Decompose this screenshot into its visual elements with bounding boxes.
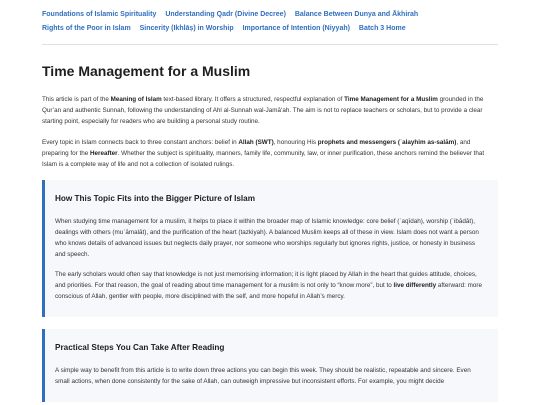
bigger-picture-card	[42, 180, 498, 317]
nav-link-intention[interactable]: Importance of Intention (Niyyah)	[242, 25, 350, 32]
nav-link-foundations[interactable]: Foundations of Islamic Spirituality	[42, 11, 157, 18]
bigger-picture-paragraph-1: When studying time management for a muslim, it helps to place it within the broader map of Islamic knowledge: core belief (ʿaqīdah), worship (ʿibādāt), dealings with others (muʿāmalāt), and the purification of the heart (tazkiyah). A balanced Muslim keeps all of these in view. Islam does not want a person who knows details of advanced issues but neglects daily prayer, nor someone who worships regularly but ignores rights, justice, or honesty in business and speech.	[55, 218, 479, 258]
card-text: afterward: more conscious of Allah, gentler with people, more disciplined with the self, and more hopeful in Allah’s mercy.	[55, 282, 482, 300]
anchors-text: . Whether the subject is spirituality, manners, family life, community, law, or inner purification, these anchors remind the believer that Islam is a complete way of life and not a collection of isolated rulings.	[42, 150, 485, 168]
page-title: Time Management for a Muslim	[42, 63, 251, 79]
anchors-bold-hereafter: Hereafter	[89, 150, 118, 157]
anchors-bold-prophets: prophets and messengers (ʿalayhim as-salām)	[317, 139, 457, 146]
practical-steps-card	[42, 329, 498, 402]
nav-link-dunya-akhirah[interactable]: Balance Between Dunya and Ākhirah	[294, 11, 419, 18]
nav-divider	[42, 44, 498, 45]
nav-link-batch-home[interactable]: Batch 3 Home	[358, 25, 406, 32]
nav-link-qadr[interactable]: Understanding Qadr (Divine Decree)	[165, 11, 286, 18]
practical-steps-paragraph-1: A simple way to benefit from this article is to write down three actions you can begin this week. They should be realistic, repeatable and sincere. Even small actions, when done consistently for the sake of Allah, can outweigh impressive but inconsistent efforts. For example, you might decide	[55, 367, 471, 385]
intro-text: This article is part of the	[42, 96, 111, 103]
card-text: The early scholars would often say that knowledge is not just memorising information; it is light placed by Allah in the heart that guides attitude, choices, and priorities. For that reason, the goal of reading about time management for a muslim is not only to “know more”, but to	[55, 271, 477, 289]
bigger-picture-paragraph-2	[55, 269, 486, 302]
anchors-text: Every topic in Islam connects back to three constant anchors: belief in	[42, 139, 239, 146]
practical-steps-heading: Practical Steps You Can Take After Reading	[55, 343, 225, 352]
anchors-text: , honouring His	[273, 139, 318, 146]
card-bold-live-differently: live differently	[393, 282, 437, 289]
nav-link-sincerity[interactable]: Sincerity (Ikhlāṣ) in Worship	[139, 25, 234, 32]
intro-bold-topic: Time Management for a Muslim	[344, 96, 438, 103]
anchors-text: , and preparing for the	[42, 139, 471, 157]
nav-link-rights-of-poor[interactable]: Rights of the Poor in Islam	[42, 25, 131, 32]
intro-paragraph	[42, 94, 498, 127]
intro-text: grounded in the Qur’an and authentic Sunnah, following the understanding of Ahl al-Sunnah wal-Jamā‘ah. The aim is not to replace teachers or scholars, but to provide a clear starting point, especially for readers who are building a personal study routine.	[42, 96, 484, 125]
anchors-paragraph	[42, 137, 498, 170]
top-navigation	[42, 8, 498, 36]
intro-bold-library: Meaning of Islam	[110, 96, 162, 103]
anchors-bold-allah: Allah (SWT)	[238, 139, 274, 146]
bigger-picture-heading: How This Topic Fits into the Bigger Picture of Islam	[55, 194, 256, 203]
intro-text: text-based library. It offers a structured, respectful explanation of	[161, 96, 345, 103]
